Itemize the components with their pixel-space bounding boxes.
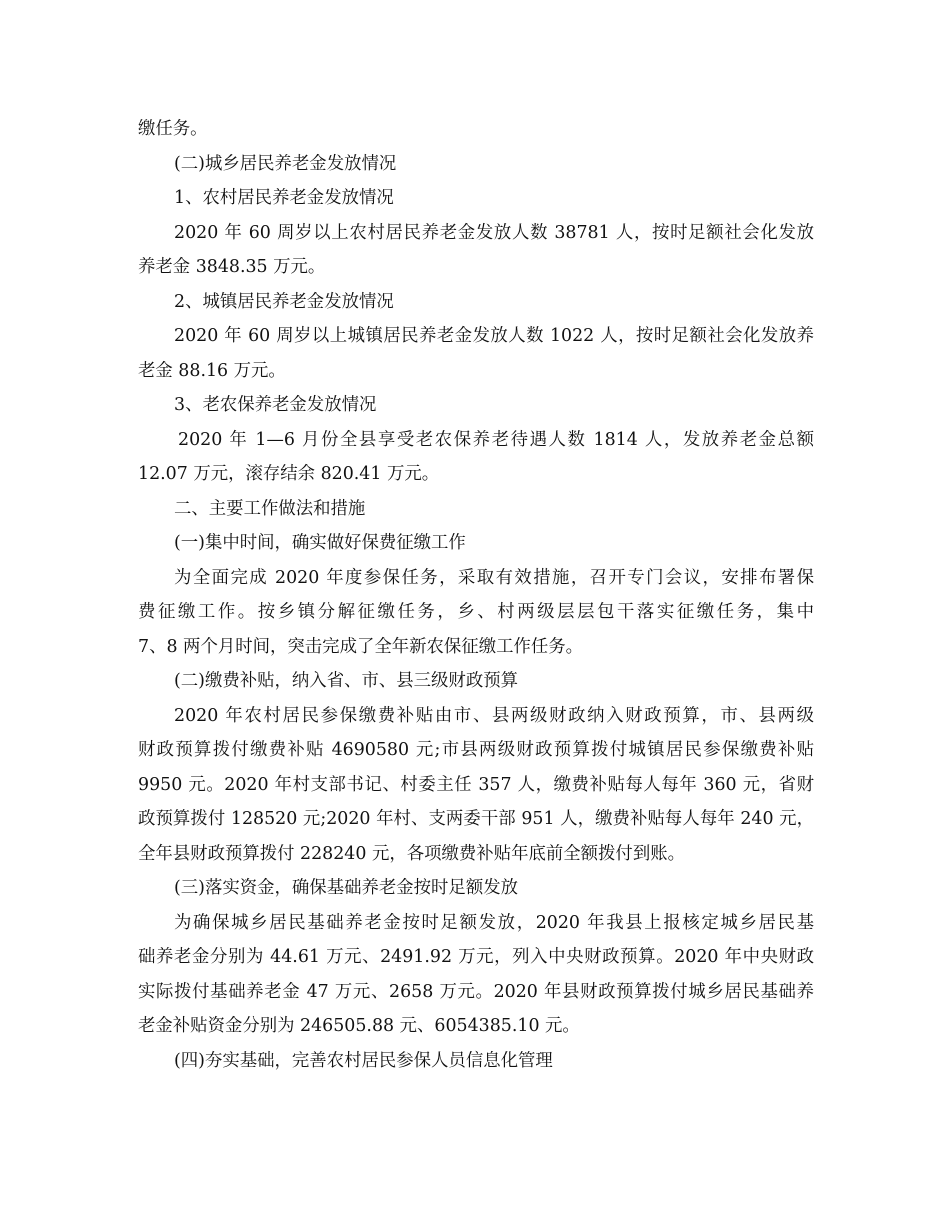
text-line: 老金 88.16 万元。 xyxy=(138,360,286,381)
section-heading: (一)集中时间，确实做好保费征缴工作 xyxy=(174,533,466,553)
sub-heading: 3、老农保养老金发放情况 xyxy=(174,395,377,415)
text-line: 财政预算拨付缴费补贴 4690580 元;市县两级财政预算拨付城镇居民参保缴费补贴 xyxy=(138,740,814,760)
section-heading: (四)夯实基础，完善农村居民参保人员信息化管理 xyxy=(174,1050,553,1071)
text-line: 为全面完成 2020 年度参保任务，采取有效措施，召开专门会议，安排布署保 xyxy=(174,567,814,588)
text-line: 实际拨付基础养老金 47 万元、2658 万元。2020 年县财政预算拨付城乡居民基础养 xyxy=(138,981,814,1002)
text-line: 缴任务。 xyxy=(138,119,208,139)
sub-heading: 1、农村居民养老金发放情况 xyxy=(174,188,394,208)
text-line: 老金补贴资金分别为 246505.88 元、6054385.10 元。 xyxy=(138,1016,580,1036)
text-line: 7、8 两个月时间，突击完成了全年新农保征缴工作任务。 xyxy=(138,636,584,657)
text-line: 全年县财政预算拨付 228240 元，各项缴费补贴年底前全额拨付到账。 xyxy=(138,843,685,864)
text-line: 础养老金分别为 44.61 万元、2491.92 万元，列入中央财政预算。2020 年中央财政 xyxy=(138,947,814,967)
text-line: 2020 年 60 周岁以上农村居民养老金发放人数 38781 人，按时足额社会化发放 xyxy=(174,222,814,243)
sub-heading: 2、城镇居民养老金发放情况 xyxy=(174,291,394,312)
text-line: 政预算拨付 128520 元;2020 年村、支两委干部 951 人，缴费补贴每人每年 240 元， xyxy=(138,809,814,829)
text-line: 2020 年 1—6 月份全县享受老农保养老待遇人数 1814 人，发放养老金总额 xyxy=(178,429,814,450)
text-line: 12.07 万元，滚存结余 820.41 万元。 xyxy=(138,464,440,484)
text-line: 费征缴工作。按乡镇分解征缴任务，乡、村两级层层包干落实征缴任务，集中 xyxy=(138,602,814,622)
text-line: 2020 年 60 周岁以上城镇居民养老金发放人数 1022 人，按时足额社会化发放养 xyxy=(174,326,814,346)
section-heading: (二)城乡居民养老金发放情况 xyxy=(174,153,397,174)
section-heading: (三)落实资金，确保基础养老金按时足额发放 xyxy=(174,878,518,898)
text-line: 9950 元。2020 年村支部书记、村委主任 357 人，缴费补贴每人每年 360 元，省财 xyxy=(138,774,814,795)
section-heading: 二、主要工作做法和措施 xyxy=(174,498,366,519)
text-line: 为确保城乡居民基础养老金按时足额发放，2020 年我县上报核定城乡居民基 xyxy=(174,912,814,933)
text-line: 2020 年农村居民参保缴费补贴由市、县两级财政纳入财政预算，市、县两级 xyxy=(174,705,814,726)
document-body xyxy=(138,112,814,1078)
text-line: 养老金 3848.35 万元。 xyxy=(138,257,326,277)
section-heading: (二)缴费补贴，纳入省、市、县三级财政预算 xyxy=(174,671,518,691)
